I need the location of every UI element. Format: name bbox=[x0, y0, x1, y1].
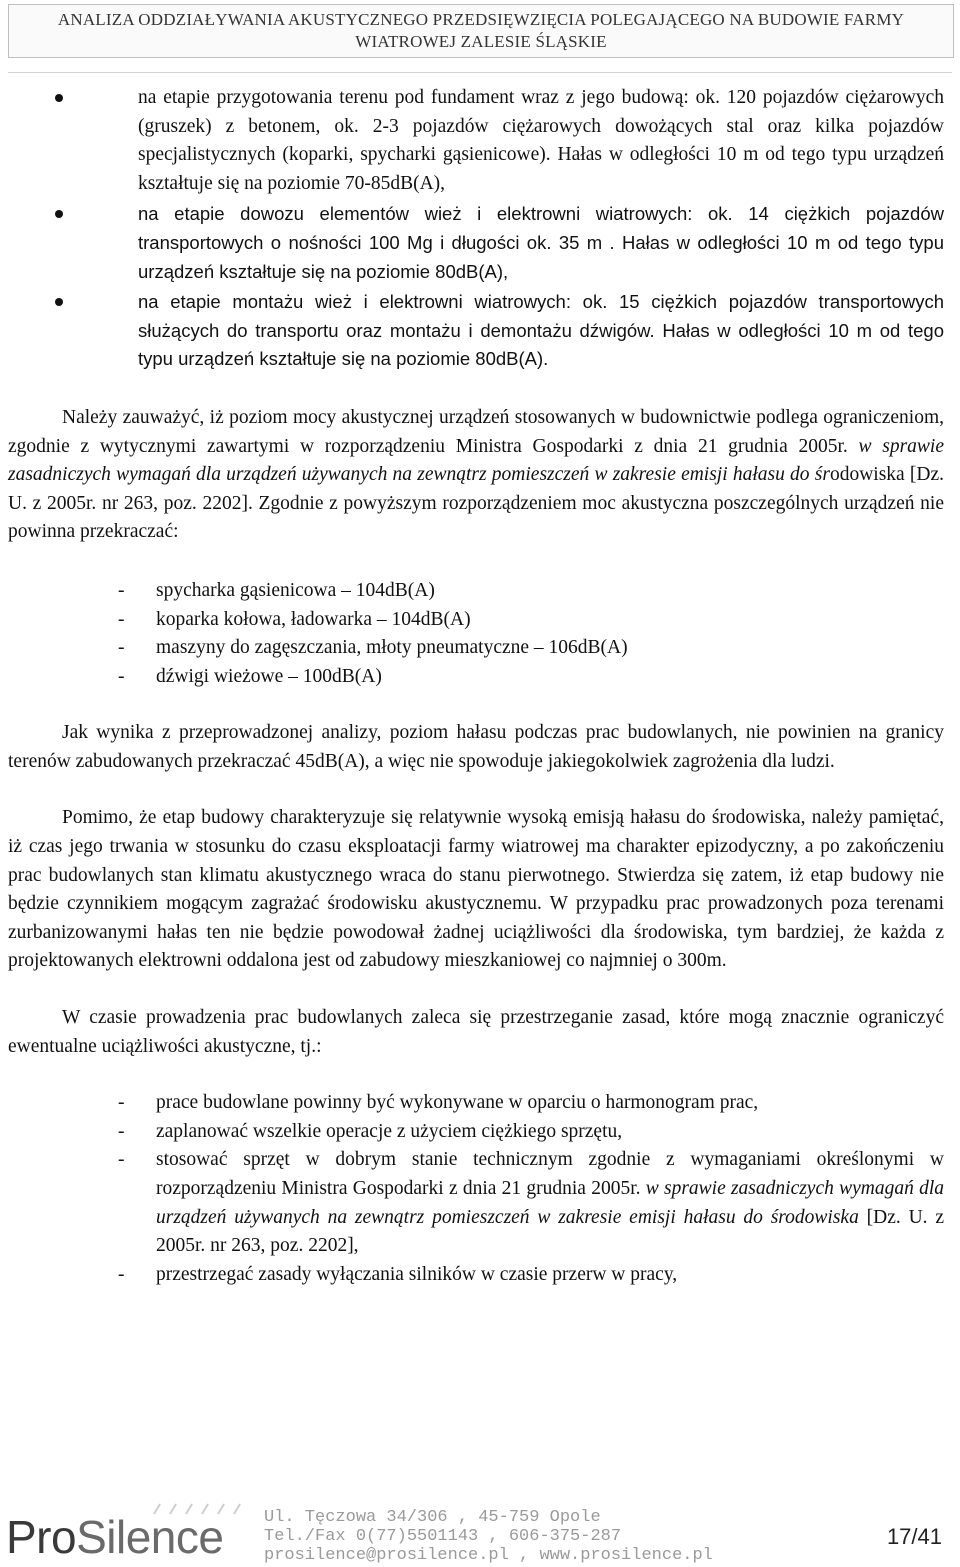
limit-text: spycharka gąsienicowa – 104dB(A) bbox=[156, 579, 435, 601]
construction-stage-list bbox=[8, 84, 944, 374]
dash-marker: - bbox=[118, 665, 125, 687]
recommendation-text: przestrzegać zasady wyłączania silników w czasie przerw w pracy, bbox=[156, 1263, 678, 1285]
company-contact bbox=[264, 1508, 713, 1565]
document-body bbox=[8, 84, 944, 1289]
dash-marker: - bbox=[118, 1092, 125, 1114]
dash-marker: - bbox=[118, 1263, 125, 1285]
document-header bbox=[8, 4, 954, 58]
limit-item bbox=[8, 577, 944, 606]
header-divider bbox=[8, 72, 952, 73]
paragraph-episodic-noise: Pomimo, że etap budowy charakteryzuje się relatywnie wysoką emisją hałasu do środowiska, należy pamiętać, iż czas jego trwania w stosunku do czasu eksploatacji farmy wiatrowej ma charakter epizodyczny, a po zakończeniu prac budowlanych stan klimatu akustycznego wraca do stanu pierwotnego. Stwierdza się zatem, iż etap budowy nie będzie czynnikiem mogącym zagrażać środowisku akustycznemu. W przypadku prac prowadzonych poza terenami zurbanizowanymi hałas ten nie będzie powodował żadnej uciążliwości dla środowiska, tym bardziej, że każda z projektowanych elektrowni oddalona jest od zabudowy mieszkaniowej co najmniej o 300m. bbox=[8, 807, 944, 972]
company-address: Ul. Tęczowa 34/306 , 45-759 Opole bbox=[264, 1508, 601, 1527]
page-number: 17/41 bbox=[886, 1524, 942, 1549]
bullet-assembly-stage: na etapie montażu wież i elektrowni wiatrowych: ok. 15 ciężkich pojazdów transportowych służących do transportu oraz montażu i demontażu dźwigów. Hałas w odległości 10 m od tego typu urządzeń kształtuje się na poziomie 80dB(A). bbox=[8, 288, 944, 374]
dash-marker: - bbox=[118, 1120, 125, 1142]
recommendation-item bbox=[8, 1118, 944, 1147]
limit-item bbox=[8, 606, 944, 635]
company-email-website: prosilence@prosilence.pl , www.prosilence.pl bbox=[264, 1546, 713, 1565]
dash-marker: - bbox=[118, 579, 125, 601]
paragraph-analysis-result: Jak wynika z przeprowadzonej analizy, poziom hałasu podczas prac budowlanych, nie powinien na granicy terenów zabudowanych przekraczać 45dB(A), a więc nie spowoduje jakiegokolwiek zagrożenia dla ludzi. bbox=[8, 722, 944, 772]
bullet-foundation-stage: na etapie przygotowania terenu pod fundament wraz z jego budową: ok. 120 pojazdów ciężarowych (gruszek) z betonem, ok. 2-3 pojazdów ciężarowych dowożących stal oraz kilka pojazdów specjalistycznych (koparki, spycharki gąsienicowe). Hałas w odległości 10 m od tego typu urządzeń kształtuje się na poziomie 70-85dB(A), bbox=[8, 84, 944, 198]
paragraph-regulation bbox=[8, 404, 944, 547]
recommendation-text-c: [Dz. U. z 2005r. nr 263, poz. 2202], bbox=[156, 1206, 945, 1257]
recommendation-text-a: stosować sprzęt w dobrym stanie technicznym zgodnie z wymaganiami określonymi w rozporządzeniu Ministra Gospodarki z dnia 21 grudnia 2005r. bbox=[156, 1149, 944, 1199]
regulation-title-italic: w sprawie zasadniczych wymagań dla urządzeń używanych na zewnątrz pomieszczeń w zakresie emisji hałasu do śr bbox=[8, 435, 944, 486]
paragraph-regulation-text-c: odowiska [Dz. U. z 2005r. nr 263, poz. 2202]. Zgodnie z powyższym rozporządzeniem moc akustyczna poszczególnych urządzeń nie powinna przekraczać: bbox=[8, 464, 944, 543]
header-title-line-1: ANALIZA ODDZIAŁYWANIA AKUSTYCZNEGO PRZEDSIĘWZIĘCIA POLEGAJĄCEGO NA BUDOWIE FARMY bbox=[57, 10, 905, 29]
limit-item bbox=[8, 663, 944, 692]
company-phone: Tel./Fax 0(77)5501143 , 606-375-287 bbox=[264, 1527, 622, 1546]
recommendations-list bbox=[8, 1089, 944, 1289]
recommendation-item bbox=[8, 1261, 944, 1290]
dash-marker: - bbox=[118, 637, 125, 659]
power-limits-list bbox=[8, 577, 944, 691]
document-footer bbox=[0, 1502, 960, 1567]
regulation-title-italic: w sprawie zasadniczych wymagań dla urządzeń używanych na zewnątrz pomieszczeń w zakresie emisji hałasu do środowiska bbox=[156, 1178, 944, 1228]
dash-marker: - bbox=[118, 1149, 125, 1171]
dash-marker: - bbox=[118, 608, 125, 630]
recommendation-text: zaplanować wszelkie operacje z użyciem ciężkiego sprzętu, bbox=[156, 1120, 623, 1142]
paragraph-regulation-text-a: Należy zauważyć, iż poziom mocy akustycznej urządzeń stosowanych w budownictwie podlega ograniczeniom, zgodnie z wytycznymi zawartymi w rozporządzeniu Ministra Gospodarki z dnia 21 grudnia 2005r. bbox=[8, 406, 944, 457]
limit-text: maszyny do zagęszczania, młoty pneumatyczne – 106dB(A) bbox=[156, 637, 628, 659]
recommendation-text: prace budowlane powinny być wykonywane w oparciu o harmonogram prac, bbox=[156, 1092, 759, 1114]
limit-item bbox=[8, 634, 944, 663]
recommendation-item bbox=[8, 1146, 944, 1260]
limit-text: dźwigi wieżowe – 100dB(A) bbox=[156, 665, 382, 687]
limit-text: koparka kołowa, ładowarka – 104dB(A) bbox=[156, 608, 471, 630]
prosilence-logo: ProSilence bbox=[6, 1511, 224, 1563]
paragraph-recommendations-intro: W czasie prowadzenia prac budowlanych zaleca się przestrzeganie zasad, które mogą znacznie ograniczyć ewentualne uciążliwości akustyczne, tj.: bbox=[8, 1007, 944, 1057]
recommendation-item bbox=[8, 1089, 944, 1118]
header-title-line-2: WIATROWEJ ZALESIE ŚLĄSKIE bbox=[355, 32, 607, 51]
bullet-delivery-stage: na etapie dowozu elementów wież i elektrowni wiatrowych: ok. 14 ciężkich pojazdów transportowych o nośności 100 Mg i długości ok. 35 m . Hałas w odległości 10 m od tego typu urządzeń kształtuje się na poziomie 80dB(A), bbox=[8, 200, 944, 286]
